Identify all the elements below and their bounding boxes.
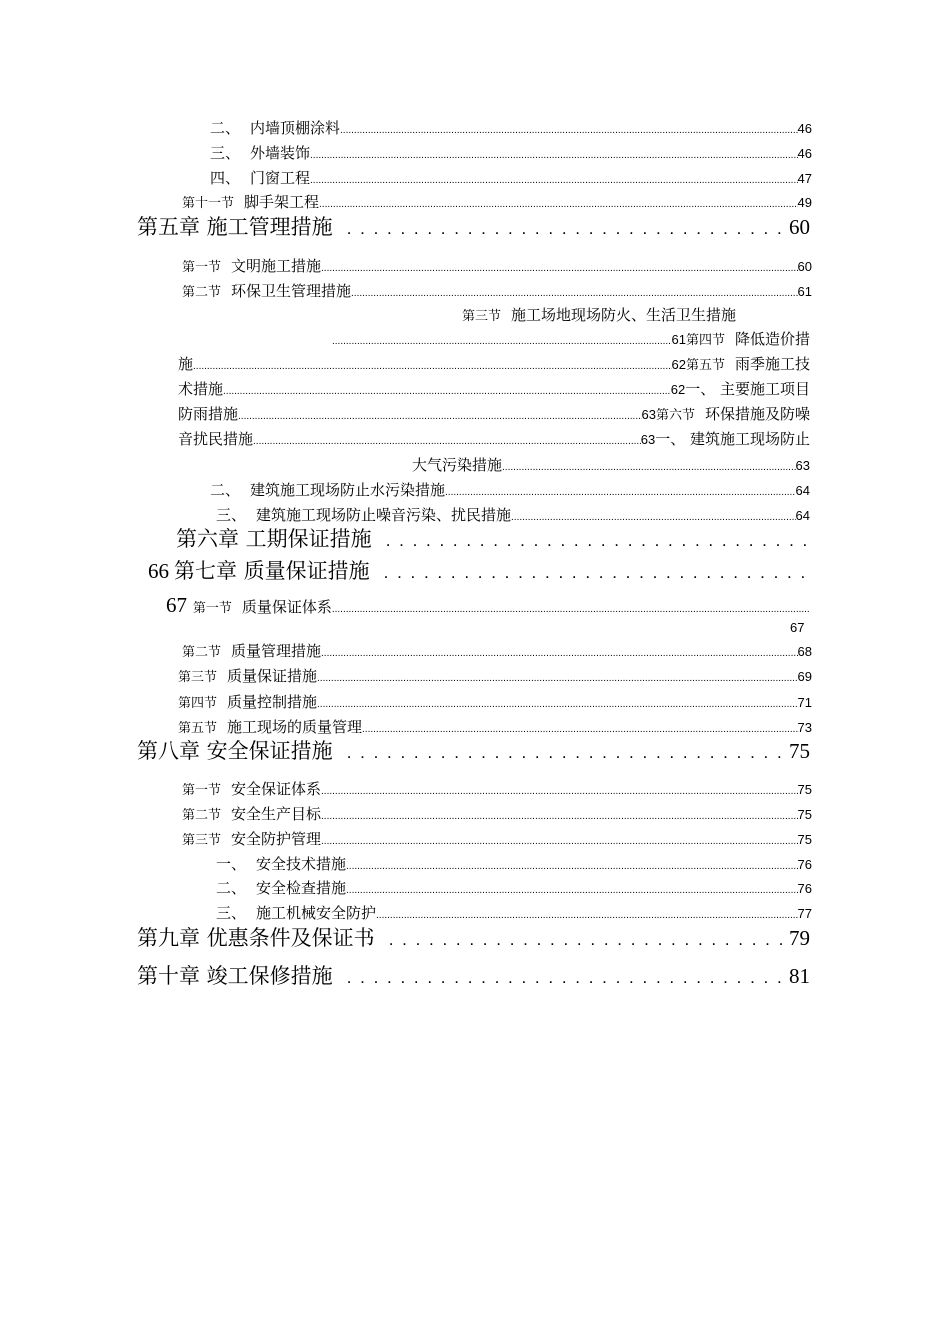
dot-leader (389, 922, 783, 954)
entry-title: 大气污染措施 (412, 456, 503, 474)
entry-number: 二、 (210, 481, 241, 499)
entry-page: 75 (797, 807, 812, 822)
entry-number: 第四节 (685, 333, 725, 348)
entry-page: 49 (797, 195, 812, 210)
entry-number: 第六节 (655, 408, 695, 423)
dot-leader (310, 166, 798, 190)
toc-entry (178, 664, 812, 688)
entry-title: 音扰民措施 (178, 430, 254, 448)
toc-entry-wrapped (412, 453, 810, 477)
chapter-title: 第八章 安全保证措施 (137, 739, 333, 763)
entry-number: 第二节 (182, 285, 222, 300)
entry-number: 三、 (216, 506, 247, 524)
entry-title: 术措施 (178, 380, 224, 398)
entry-page: 73 (797, 720, 812, 735)
entry-number: 第四节 (178, 696, 218, 711)
entry-page: 77 (797, 906, 812, 921)
entry-page: 76 (797, 857, 812, 872)
entry-title: 一、 建筑施工现场防止 (655, 430, 810, 448)
toc-entry (182, 254, 812, 278)
entry-title: 质量保证体系 (241, 598, 332, 616)
toc-chapter (148, 555, 812, 587)
chapter-title: 第十章 竣工保修措施 (137, 964, 333, 988)
dot-leader (317, 664, 798, 688)
entry-title: 环保措施及防噪 (704, 405, 810, 423)
entry-title: 环保卫生管理措施 (231, 282, 352, 300)
entry-title: 安全保证体系 (231, 780, 322, 798)
entry-number: 第三节 (462, 309, 502, 324)
entry-page: 60 (797, 259, 812, 274)
entry-number: 三、 (210, 144, 241, 162)
entry-title: 外墙装饰 (250, 144, 311, 162)
chapter-page: 67 (166, 593, 187, 617)
entry-page: 75 (797, 782, 812, 797)
chapter-page: 79 (789, 926, 810, 950)
dot-leader (386, 523, 806, 555)
entry-title: 施 (178, 355, 194, 373)
entry-page: 64 (795, 483, 810, 498)
toc-entry-wrapped (178, 377, 810, 401)
entry-number: 第一节 (182, 260, 222, 275)
toc-entry (182, 777, 812, 801)
entry-title: 施工现场的质量管理 (227, 718, 363, 736)
toc-entry (210, 166, 812, 190)
entry-page: 63 (795, 458, 810, 473)
toc-chapter (137, 922, 810, 954)
entry-number: 第一节 (182, 783, 222, 798)
dot-leader (310, 141, 798, 165)
dot-leader (321, 254, 798, 278)
toc-chapter (176, 523, 812, 555)
entry-title: 文明施工措施 (231, 257, 322, 275)
toc-entry (178, 690, 812, 714)
entry-number: 第十一节 (182, 196, 235, 211)
chapter-page: 81 (789, 964, 810, 988)
chapter-title: 第五章 施工管理措施 (137, 215, 333, 239)
entry-title: 安全生产目标 (231, 805, 322, 823)
toc-entry-wrapped (178, 352, 810, 376)
toc-chapter (137, 960, 810, 992)
entry-page: 67 (790, 620, 805, 635)
entry-title: 建筑施工现场防止水污染措施 (250, 481, 446, 499)
entry-page: 64 (795, 508, 810, 523)
entry-title: 建筑施工现场防止噪音污染、扰民措施 (256, 506, 512, 524)
entry-page: 61 (671, 332, 686, 347)
dot-leader (346, 852, 798, 876)
entry-page: 47 (797, 171, 812, 186)
entry-page: 61 (797, 284, 812, 299)
chapter-page: 60 (789, 215, 810, 239)
entry-number: 第五节 (178, 721, 218, 736)
entry-title: 雨季施工技 (734, 355, 810, 373)
entry-number: 第二节 (182, 808, 222, 823)
chapter-title: 第七章 质量保证措施 (173, 559, 370, 583)
entry-title: 脚手架工程 (244, 193, 320, 211)
entry-number: 第二节 (182, 645, 222, 660)
dot-leader (332, 327, 672, 351)
dot-leader (347, 211, 783, 243)
entry-title: 施工场地现场防火、生活卫生措施 (511, 306, 737, 324)
toc-entry (182, 639, 812, 663)
toc-entry (216, 852, 812, 876)
toc-entry (210, 141, 812, 165)
entry-title: 安全技术措施 (256, 855, 347, 873)
dot-leader (346, 876, 798, 900)
entry-title: 质量管理措施 (231, 642, 322, 660)
chapter-title: 第九章 优惠条件及保证书 (137, 926, 375, 950)
dot-leader (384, 555, 806, 587)
toc-entry (182, 802, 812, 826)
toc-entry (182, 279, 812, 303)
entry-title: 降低造价措 (734, 330, 810, 348)
dot-leader (317, 690, 798, 714)
entry-page: 71 (797, 695, 812, 710)
entry-page: 68 (797, 644, 812, 659)
toc-entry (210, 116, 812, 140)
entry-page: 75 (797, 832, 812, 847)
dot-leader (351, 279, 798, 303)
entry-page: 62 (670, 382, 686, 397)
toc-entry (182, 827, 812, 851)
toc-chapter (137, 211, 810, 243)
entry-number: 三、 (216, 904, 247, 922)
entry-title: 质量控制措施 (227, 693, 318, 711)
toc-entry (216, 876, 812, 900)
entry-number: 第五节 (685, 358, 725, 373)
entry-number: 一、 (216, 855, 247, 873)
entry-number: 第三节 (178, 670, 218, 685)
chapter-page: 66 (148, 559, 169, 583)
toc-entry-wrapped (178, 402, 810, 426)
toc-entry-wrapped (462, 303, 810, 327)
entry-title: 门窗工程 (250, 169, 311, 187)
entry-number: 第一节 (192, 601, 232, 616)
dot-leader (347, 960, 783, 992)
entry-title: 安全防护管理 (231, 830, 322, 848)
entry-number: 第三节 (182, 833, 222, 848)
entry-page: 69 (797, 669, 812, 684)
entry-title: 防雨措施 (178, 405, 239, 423)
entry-page: 63 (641, 407, 656, 422)
entry-number: 四、 (210, 169, 241, 187)
entry-title: 安全检查措施 (256, 879, 347, 897)
dot-leader (321, 827, 798, 851)
entry-page: 46 (797, 121, 812, 136)
entry-page: 46 (797, 146, 812, 161)
entry-number: 二、 (216, 879, 247, 897)
entry-title: 一、 主要施工项目 (685, 380, 810, 398)
dot-leader (445, 478, 796, 502)
toc-chapter (137, 735, 810, 767)
chapter-title: 第六章 工期保证措施 (176, 527, 372, 551)
dot-leader (502, 453, 796, 477)
dot-leader (223, 377, 671, 401)
chapter-page: 75 (789, 739, 810, 763)
dot-leader (321, 777, 798, 801)
entry-title: 施工机械安全防护 (256, 904, 377, 922)
entry-page: 62 (671, 357, 686, 372)
dot-leader (238, 402, 641, 426)
dot-leader (321, 802, 798, 826)
entry-page: 76 (797, 881, 812, 896)
entry-page: 63 (640, 432, 656, 447)
dot-leader (193, 352, 671, 376)
entry-number: 二、 (210, 119, 241, 137)
entry-title: 质量保证措施 (227, 667, 318, 685)
dot-leader (332, 592, 810, 620)
entry-title: 内墙顶棚涂料 (250, 119, 341, 137)
dot-leader (347, 735, 783, 767)
dot-leader (253, 427, 641, 451)
dot-leader (340, 116, 798, 140)
dot-leader (321, 639, 798, 663)
toc-entry-wrapped (332, 327, 810, 351)
toc-entry (166, 590, 810, 620)
toc-entry (210, 478, 810, 502)
toc-entry-wrapped (178, 427, 810, 451)
